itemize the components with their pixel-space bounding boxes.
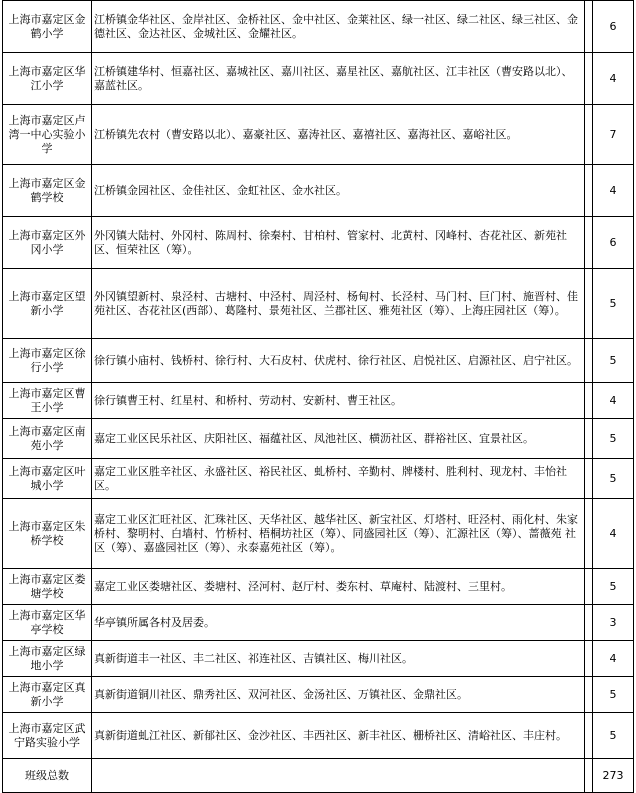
spacer-cell xyxy=(585,53,593,105)
table-row xyxy=(3,459,634,499)
table-body xyxy=(3,1,634,793)
spacer-cell xyxy=(585,459,593,499)
spacer-cell xyxy=(585,1,593,53)
school-name-cell: 上海市嘉定区金鹤学校 xyxy=(3,165,92,217)
spacer-cell xyxy=(585,383,593,419)
table-row xyxy=(3,677,634,713)
class-count-cell: 6 xyxy=(593,1,634,53)
class-count-cell: 5 xyxy=(593,419,634,459)
catchment-area-cell: 嘉定工业区胜辛社区、永盛社区、裕民社区、虬桥村、辛勤村、牌楼村、胜利村、现龙村、丰怡社区。 xyxy=(92,459,585,499)
catchment-area-cell: 嘉定工业区民乐社区、庆阳社区、福蕴社区、凤池社区、横沥社区、群裕社区、宜景社区。 xyxy=(92,419,585,459)
class-count-cell: 4 xyxy=(593,53,634,105)
table-row xyxy=(3,269,634,339)
spacer-cell xyxy=(585,165,593,217)
catchment-area-cell: 江桥镇先农村（曹安路以北）、嘉豪社区、嘉涛社区、嘉禧社区、嘉海社区、嘉峪社区。 xyxy=(92,105,585,165)
table-row xyxy=(3,499,634,569)
table-row xyxy=(3,569,634,605)
spacer-cell xyxy=(585,269,593,339)
school-name-cell: 上海市嘉定区华亭学校 xyxy=(3,605,92,641)
spacer-cell xyxy=(585,499,593,569)
table-row xyxy=(3,419,634,459)
spacer-cell xyxy=(585,419,593,459)
table-row xyxy=(3,53,634,105)
spacer-cell xyxy=(585,217,593,269)
class-count-cell: 6 xyxy=(593,217,634,269)
catchment-area-cell: 外冈镇大陆村、外冈村、陈周村、徐秦村、甘柏村、管家村、北黄村、冈峰村、杏花社区、新苑社区、恒荣社区（筹）。 xyxy=(92,217,585,269)
catchment-area-cell: 真新街道铜川社区、鼎秀社区、双河社区、金汤社区、万镇社区、金鼎社区。 xyxy=(92,677,585,713)
school-name-cell: 上海市嘉定区南苑小学 xyxy=(3,419,92,459)
spacer-cell xyxy=(585,713,593,759)
catchment-area-cell: 华亭镇所属各村及居委。 xyxy=(92,605,585,641)
school-name-cell: 上海市嘉定区金鹤小学 xyxy=(3,1,92,53)
enrollment-table xyxy=(2,0,634,793)
spacer-cell xyxy=(585,339,593,383)
table-row xyxy=(3,339,634,383)
catchment-area-cell: 真新街道虬江社区、新郁社区、金沙社区、丰西社区、新丰社区、栅桥社区、清峪社区、丰庄村。 xyxy=(92,713,585,759)
class-count-cell: 5 xyxy=(593,677,634,713)
class-count-cell: 4 xyxy=(593,641,634,677)
spacer-cell xyxy=(585,105,593,165)
table-row xyxy=(3,713,634,759)
table-row xyxy=(3,383,634,419)
total-area-cell xyxy=(92,759,585,793)
table-row xyxy=(3,605,634,641)
catchment-area-cell: 徐行镇小庙村、钱桥村、徐行村、大石皮村、伏虎村、徐行社区、启悦社区、启源社区、启宁社区。 xyxy=(92,339,585,383)
class-count-cell: 5 xyxy=(593,339,634,383)
table-row xyxy=(3,105,634,165)
class-count-cell: 5 xyxy=(593,459,634,499)
school-name-cell: 上海市嘉定区叶城小学 xyxy=(3,459,92,499)
total-class-count: 273 xyxy=(593,759,634,793)
school-name-cell: 上海市嘉定区武宁路实验小学 xyxy=(3,713,92,759)
school-name-cell: 上海市嘉定区绿地小学 xyxy=(3,641,92,677)
catchment-area-cell: 江桥镇金园社区、金佳社区、金虹社区、金水社区。 xyxy=(92,165,585,217)
table-row xyxy=(3,165,634,217)
catchment-area-cell: 嘉定工业区汇旺社区、汇珠社区、天华社区、越华社区、新宝社区、灯塔村、旺泾村、雨化村、朱家桥村、黎明村、白墙村、竹桥村、梧桐坊社区（筹）、同盛园社区（筹）、汇源社区（筹）、蔷薇苑 社区（筹）、嘉盛园社区（筹）、永泰嘉苑社区（筹）。 xyxy=(92,499,585,569)
class-count-cell: 5 xyxy=(593,569,634,605)
catchment-area-cell: 徐行镇曹王村、红星村、和桥村、劳动村、安新村、曹王社区。 xyxy=(92,383,585,419)
school-name-cell: 上海市嘉定区华江小学 xyxy=(3,53,92,105)
catchment-area-cell: 嘉定工业区娄塘社区、娄塘村、泾河村、赵厅村、娄东村、草庵村、陆渡村、三里村。 xyxy=(92,569,585,605)
school-name-cell: 上海市嘉定区外冈小学 xyxy=(3,217,92,269)
catchment-area-cell: 江桥镇金华社区、金岸社区、金桥社区、金中社区、金莱社区、绿一社区、绿二社区、绿三社区、金德社区、金达社区、金城社区、金耀社区。 xyxy=(92,1,585,53)
spacer-cell xyxy=(585,677,593,713)
school-name-cell: 上海市嘉定区曹王小学 xyxy=(3,383,92,419)
catchment-area-cell: 真新街道丰一社区、丰二社区、祁连社区、吉镇社区、梅川社区。 xyxy=(92,641,585,677)
spacer-cell xyxy=(585,641,593,677)
spacer-cell xyxy=(585,605,593,641)
school-name-cell: 上海市嘉定区真新小学 xyxy=(3,677,92,713)
school-name-cell: 上海市嘉定区朱桥学校 xyxy=(3,499,92,569)
catchment-area-cell: 江桥镇建华村、恒嘉社区、嘉城社区、嘉川社区、嘉星社区、嘉航社区、江丰社区（曹安路以北）、嘉蓝社区。 xyxy=(92,53,585,105)
class-count-cell: 7 xyxy=(593,105,634,165)
total-row xyxy=(3,759,634,793)
school-name-cell: 上海市嘉定区徐行小学 xyxy=(3,339,92,383)
class-count-cell: 4 xyxy=(593,499,634,569)
table-row xyxy=(3,1,634,53)
catchment-area-cell: 外冈镇望新村、泉泾村、古塘村、中泾村、周泾村、杨甸村、长泾村、马门村、巨门村、施晋村、佳苑社区、杏花社区(西部）、葛隆村、景苑社区、兰郡社区、雅苑社区（筹）、上海庄园社区（筹）。 xyxy=(92,269,585,339)
spacer-cell xyxy=(585,759,593,793)
total-label: 班级总数 xyxy=(3,759,92,793)
class-count-cell: 4 xyxy=(593,165,634,217)
school-name-cell: 上海市嘉定区娄塘学校 xyxy=(3,569,92,605)
class-count-cell: 4 xyxy=(593,383,634,419)
table-row xyxy=(3,217,634,269)
spacer-cell xyxy=(585,569,593,605)
table-row xyxy=(3,641,634,677)
school-name-cell: 上海市嘉定区卢湾一中心实验小学 xyxy=(3,105,92,165)
class-count-cell: 3 xyxy=(593,605,634,641)
class-count-cell: 5 xyxy=(593,269,634,339)
school-name-cell: 上海市嘉定区望新小学 xyxy=(3,269,92,339)
class-count-cell: 5 xyxy=(593,713,634,759)
